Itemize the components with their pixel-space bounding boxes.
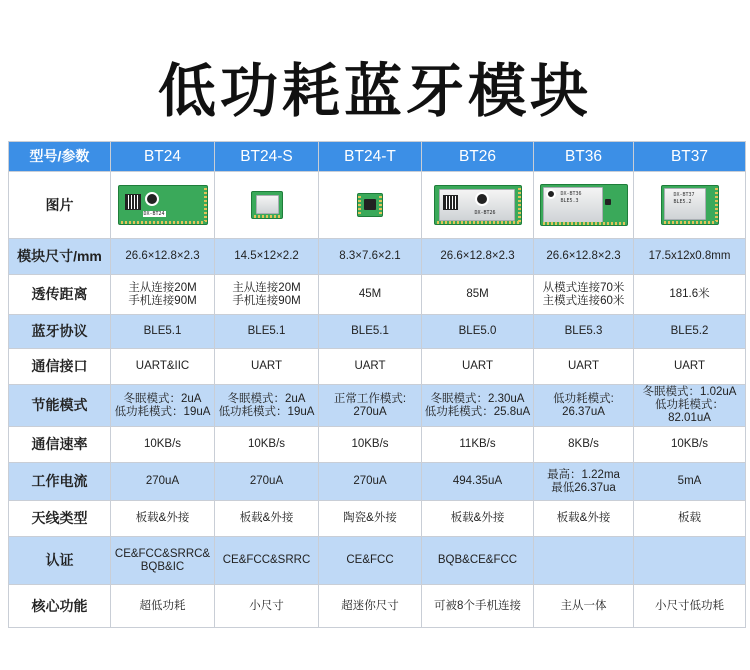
cell-certification-bt24-t: [319, 537, 422, 585]
cell-core-feature-bt26: [422, 585, 534, 628]
cell-text: 主从连接20M 手机连接90M: [232, 281, 301, 307]
cell-certification-bt37: [634, 537, 746, 585]
pins-icon: [715, 188, 718, 222]
cell-antenna-bt36: [534, 501, 634, 537]
spec-row-certification: [9, 537, 746, 585]
cell-antenna-bt26: [422, 501, 534, 537]
picture-bt24: [111, 172, 215, 239]
header-model-bt26: BT26: [422, 142, 534, 172]
bt36-module-image: [540, 184, 628, 226]
row-label-current: 工作电流: [9, 463, 111, 501]
spec-row-power-mode: [9, 385, 746, 427]
cell-protocol-bt26: [422, 315, 534, 349]
bt24-module-image: [118, 185, 208, 225]
spec-row-range: [9, 275, 746, 315]
spec-row-size: [9, 239, 746, 275]
cell-text: 181.6米: [669, 288, 710, 300]
picture-bt36: [534, 172, 634, 239]
cell-text: 85M: [466, 288, 489, 300]
cell-protocol-bt24-s: [215, 315, 319, 349]
cell-interface-bt24-s: [215, 349, 319, 385]
cell-text: 从模式连接70米 主模式连接60米: [542, 281, 625, 307]
cell-antenna-bt37: [634, 501, 746, 537]
cell-text: 10KB/s: [247, 438, 286, 450]
cell-current-bt26: [422, 463, 534, 501]
cell-text: 超低功耗: [139, 599, 186, 612]
cell-text: 14.5×12×2.2: [234, 250, 299, 262]
cell-text: 冬眠模式：2.30uA 低功耗模式：25.8uA: [424, 392, 531, 418]
logo-icon: [546, 189, 556, 199]
cell-current-bt24-s: [215, 463, 319, 501]
cell-rate-bt26: [422, 427, 534, 463]
cell-text: 可被8个手机连接: [434, 599, 521, 612]
row-label-range: 透传距离: [9, 275, 111, 315]
cell-range-bt24: [111, 275, 215, 315]
pins-icon: [379, 196, 382, 214]
cell-text: 冬眠模式：1.02uA 低功耗模式：82.01uA: [642, 386, 737, 424]
row-label-picture: 图片: [9, 172, 111, 239]
qr-code-icon: [443, 195, 458, 210]
cell-range-bt24-s: [215, 275, 319, 315]
cell-text: 主从连接20M 手机连接90M: [128, 281, 197, 307]
spec-row-current: [9, 463, 746, 501]
cell-antenna-bt24: [111, 501, 215, 537]
cell-text: BLE5.1: [247, 325, 286, 337]
row-label-rate: 通信速率: [9, 427, 111, 463]
cell-interface-bt24-t: [319, 349, 422, 385]
row-label-power-mode: 节能模式: [9, 385, 111, 427]
cell-antenna-bt24-s: [215, 501, 319, 537]
picture-row: [9, 172, 746, 239]
spec-row-core-feature: [9, 585, 746, 628]
picture-bt24-s: [215, 172, 319, 239]
cell-text: 17.5x12x0.8mm: [648, 250, 731, 262]
cell-power-mode-bt24-t: [319, 385, 422, 427]
cell-text: CE&FCC: [346, 554, 394, 566]
cell-power-mode-bt24-s: [215, 385, 319, 427]
bt24-s-module-image: [251, 191, 283, 219]
header-row: [9, 142, 746, 172]
row-label-core-feature: 核心功能: [9, 585, 111, 628]
cell-power-mode-bt36: [534, 385, 634, 427]
row-label-interface: 通信接口: [9, 349, 111, 385]
cell-size-bt36: [534, 239, 634, 275]
pins-icon: [543, 222, 625, 225]
cell-text: 板载&外接: [556, 512, 611, 524]
logo-icon: [145, 192, 159, 206]
cell-current-bt24: [111, 463, 215, 501]
row-label-size: 模块尺寸/mm: [9, 239, 111, 275]
module-tag: DX-BT24: [143, 211, 165, 217]
cell-core-feature-bt24-t: [319, 585, 422, 628]
spec-row-rate: [9, 427, 746, 463]
cell-text: 板载&外接: [450, 512, 505, 524]
cell-range-bt37: [634, 275, 746, 315]
cell-text: 最高：1.22ma 最低26.37ua: [547, 468, 620, 494]
cell-range-bt36: [534, 275, 634, 315]
cell-text: 低功耗模式: 26.37uA: [553, 392, 614, 418]
cell-text: BLE5.3: [564, 325, 603, 337]
cell-text: 270uA: [249, 475, 284, 487]
cell-rate-bt24-s: [215, 427, 319, 463]
cell-protocol-bt37: [634, 315, 746, 349]
cell-text: UART: [567, 360, 600, 372]
cell-current-bt24-t: [319, 463, 422, 501]
row-label-certification: 认证: [9, 537, 111, 585]
cell-text: 10KB/s: [351, 438, 389, 450]
cell-text: 45M: [358, 288, 382, 300]
cell-text: 270uA: [145, 475, 180, 487]
spec-row-protocol: [9, 315, 746, 349]
cell-text: 小尺寸: [249, 599, 284, 612]
picture-bt26: [422, 172, 534, 239]
cell-text: UART: [461, 360, 494, 372]
cell-text: 10KB/s: [143, 438, 182, 450]
qr-code-icon: [125, 194, 141, 210]
picture-bt24-t: [319, 172, 422, 239]
cell-text: 494.35uA: [452, 475, 503, 487]
cell-text: 板载&外接: [135, 512, 190, 524]
cell-text: 小尺寸低功耗: [655, 599, 724, 612]
spec-row-interface: [9, 349, 746, 385]
row-label-protocol: 蓝牙协议: [9, 315, 111, 349]
pins-icon: [664, 221, 716, 224]
cell-text: 超迷你尺寸: [341, 599, 399, 612]
cell-text: CE&FCC&SRRC: [222, 554, 311, 566]
cell-rate-bt24-t: [319, 427, 422, 463]
cell-text: 26.6×12.8×2.3: [546, 250, 621, 262]
cell-interface-bt24: [111, 349, 215, 385]
cell-power-mode-bt24: [111, 385, 215, 427]
cell-interface-bt36: [534, 349, 634, 385]
cell-certification-bt36: [534, 537, 634, 585]
cell-interface-bt26: [422, 349, 534, 385]
cell-size-bt24-s: [215, 239, 319, 275]
cell-rate-bt37: [634, 427, 746, 463]
cell-rate-bt24: [111, 427, 215, 463]
bt24-t-module-image: [357, 193, 383, 217]
cell-size-bt24: [111, 239, 215, 275]
cell-text: UART: [673, 360, 706, 372]
cell-current-bt36: [534, 463, 634, 501]
cell-size-bt24-t: [319, 239, 422, 275]
cell-text: BLE5.1: [351, 325, 389, 337]
cell-text: 11KB/s: [459, 438, 496, 450]
cell-text: 26.6×12.8×2.3: [440, 250, 515, 262]
cell-protocol-bt24: [111, 315, 215, 349]
cell-text: 主从一体: [560, 599, 607, 612]
cell-range-bt24-t: [319, 275, 422, 315]
cell-text: 26.6×12.8×2.3: [125, 250, 200, 262]
header-model-bt36: BT36: [534, 142, 634, 172]
cell-text: UART: [250, 360, 283, 372]
header-model-bt24-t: BT24-T: [319, 142, 422, 172]
bt26-module-image: [434, 185, 522, 225]
cell-size-bt37: [634, 239, 746, 275]
cell-text: 板载: [678, 512, 701, 524]
page-title: 低功耗蓝牙模块: [157, 57, 592, 125]
pins-icon: [121, 221, 205, 224]
cell-certification-bt26: [422, 537, 534, 585]
module-tag: DX-BT36: [560, 191, 582, 197]
cell-text: 10KB/s: [670, 438, 709, 450]
header-model-bt24-s: BT24-S: [215, 142, 319, 172]
pins-icon: [204, 188, 207, 222]
cell-text: BLE5.0: [458, 325, 497, 337]
cell-size-bt26: [422, 239, 534, 275]
cell-power-mode-bt26: [422, 385, 534, 427]
module-sub-tag: BLE5.3: [560, 198, 579, 204]
cell-text: 冬眠模式：2uA 低功耗模式：19uA: [218, 392, 315, 418]
cell-text: BLE5.1: [143, 325, 182, 337]
cell-antenna-bt24-t: [319, 501, 422, 537]
cell-current-bt37: [634, 463, 746, 501]
cell-text: UART&IIC: [135, 360, 190, 372]
cell-text: UART: [354, 360, 386, 372]
spec-row-antenna: [9, 501, 746, 537]
header-corner: 型号/参数: [9, 142, 111, 172]
pins-icon: [358, 196, 361, 214]
cell-text: BLE5.2: [670, 325, 709, 337]
cell-power-mode-bt37: [634, 385, 746, 427]
cell-rate-bt36: [534, 427, 634, 463]
cell-certification-bt24: [111, 537, 215, 585]
cell-interface-bt37: [634, 349, 746, 385]
cell-text: 板载&外接: [239, 512, 294, 524]
pins-icon: [437, 221, 519, 224]
cell-text: BQB&CE&FCC: [437, 554, 518, 566]
cell-core-feature-bt36: [534, 585, 634, 628]
cell-text: CE&FCC&SRRC& BQB&IC: [114, 547, 211, 573]
picture-bt37: [634, 172, 746, 239]
cell-core-feature-bt37: [634, 585, 746, 628]
pins-icon: [254, 215, 280, 218]
cell-text: 5mA: [677, 475, 702, 487]
cell-protocol-bt24-t: [319, 315, 422, 349]
module-tag: DX-BT37: [673, 192, 695, 198]
cell-range-bt26: [422, 275, 534, 315]
cell-text: 正常工作模式: 270uA: [333, 392, 407, 418]
cell-core-feature-bt24: [111, 585, 215, 628]
header-model-bt37: BT37: [634, 142, 746, 172]
module-sub-tag: BLE5.2: [673, 199, 692, 205]
cell-text: 冬眠模式：2uA 低功耗模式：19uA: [114, 392, 211, 418]
component-icon: [605, 199, 611, 205]
cell-text: 270uA: [353, 475, 387, 487]
spec-table: [8, 141, 746, 628]
logo-icon: [475, 192, 489, 206]
chip-icon: [364, 199, 376, 210]
bt37-module-image: [661, 185, 719, 225]
module-tag: DX-BT26: [474, 210, 496, 216]
cell-certification-bt24-s: [215, 537, 319, 585]
cell-text: 8KB/s: [568, 438, 599, 450]
cell-protocol-bt36: [534, 315, 634, 349]
cell-text: 陶瓷&外接: [343, 512, 397, 524]
header-model-bt24: BT24: [111, 142, 215, 172]
row-label-antenna: 天线类型: [9, 501, 111, 537]
cell-core-feature-bt24-s: [215, 585, 319, 628]
pins-icon: [518, 188, 521, 222]
cell-text: 8.3×7.6×2.1: [339, 250, 401, 262]
shield-can-icon: [256, 195, 279, 214]
